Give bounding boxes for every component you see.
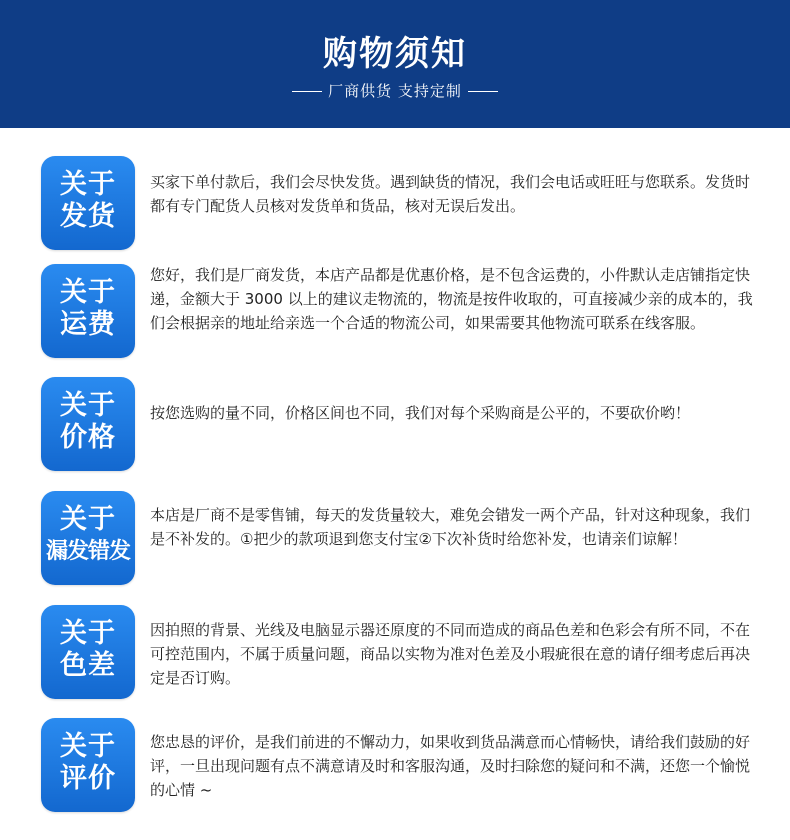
section-color-difference	[0, 605, 790, 701]
section-shipping	[0, 156, 790, 252]
left-dash-divider	[292, 91, 322, 92]
section-freight	[0, 264, 790, 360]
page-subtitle-row	[0, 80, 790, 101]
section-text: 买家下单付款后，我们会尽快发货。遇到缺货的情况，我们会电话或旺旺与您联系。发货时都有专门配货人员核对发货单和货品，核对无误后发出。	[150, 173, 751, 215]
section-badge	[41, 491, 135, 585]
badge-line-1: 关于	[60, 169, 116, 200]
badge-line-1: 关于	[60, 390, 116, 421]
section-badge	[41, 264, 135, 358]
section-badge	[41, 718, 135, 812]
page-header	[0, 0, 790, 128]
section-review	[0, 718, 790, 814]
right-dash-divider	[468, 91, 498, 92]
section-text: 因拍照的背景、光线及电脑显示器还原度的不同而造成的商品色差和色彩会有所不同，不在可控范围内，不属于质量问题，商品以实物为准对色差及小瑕疵很在意的请仔细考虑后再决定是否订购。	[150, 621, 751, 687]
section-badge	[41, 156, 135, 250]
badge-line-2: 价格	[60, 422, 116, 453]
badge-line-2: 发货	[60, 201, 116, 232]
badge-line-1: 关于	[60, 277, 116, 308]
badge-line-2: 运费	[60, 309, 116, 340]
page-subtitle: 厂商供货 支持定制	[328, 82, 462, 100]
section-text: 您忠恳的评价，是我们前进的不懈动力，如果收到货品满意而心情畅快，请给我们鼓励的好评，一旦出现问题有点不满意请及时和客服沟通，及时扫除您的疑问和不满，还您一个愉悦的心情 ~	[150, 733, 751, 799]
section-badge	[41, 377, 135, 471]
badge-line-1: 关于	[60, 731, 116, 762]
badge-line-1: 关于	[60, 618, 116, 649]
section-text: 本店是厂商不是零售铺，每天的发货量较大，难免会错发一两个产品，针对这种现象，我们是不补发的。①把少的款项退到您支付宝②下次补货时给您补发，也请亲们谅解！	[150, 506, 751, 548]
badge-line-1: 关于	[60, 504, 116, 535]
section-missing-wrong	[0, 491, 790, 587]
section-text: 按您选购的量不同，价格区间也不同，我们对每个采购商是公平的，不要砍价哟！	[150, 404, 691, 422]
badge-line-2: 漏发错发	[45, 539, 130, 564]
section-text: 您好，我们是厂商发货，本店产品都是优惠价格，是不包含运费的，小件默认走店铺指定快递，金额大于 3000 以上的建议走物流的，物流是按件收取的，可直接减少亲的成本的，我们会根据亲的地址给亲选一个合适的物流公司，如果需要其他物流可联系在线客服。	[150, 266, 753, 332]
section-price	[0, 377, 790, 473]
badge-line-2: 色差	[60, 650, 116, 681]
badge-line-2: 评价	[60, 763, 116, 794]
page-title: 购物须知	[323, 34, 467, 74]
section-badge	[41, 605, 135, 699]
